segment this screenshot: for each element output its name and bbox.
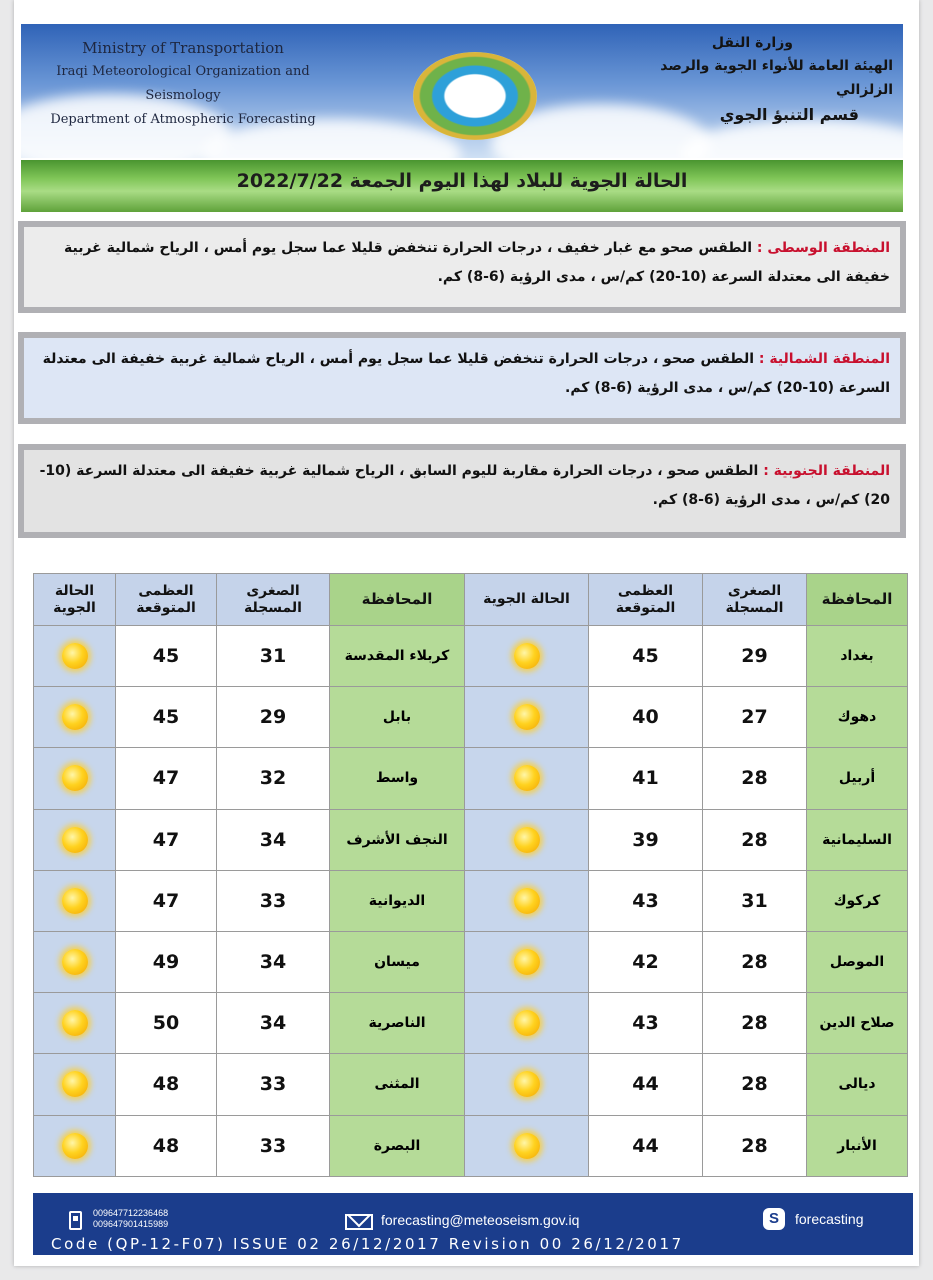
organization-name-ar: الهيئة العامة للأنواء الجوية والرصد الزلزالي	[660, 58, 893, 98]
header-min: الصغرى المسجلة	[703, 574, 807, 626]
phone-number: 009647901415989	[93, 1219, 169, 1229]
table-row	[34, 748, 908, 809]
province-cell: بغداد	[807, 626, 908, 687]
header-max: العظمى المتوقعة	[589, 574, 703, 626]
header-banner	[21, 24, 903, 158]
min-temp-cell: 28	[703, 1054, 807, 1115]
weather-cell	[465, 870, 589, 931]
email-address: forecasting@meteoseism.gov.iq	[381, 1212, 580, 1228]
max-temp-cell: 43	[589, 993, 703, 1054]
max-temp-cell: 45	[116, 626, 217, 687]
weather-cell	[34, 993, 116, 1054]
weather-cell	[465, 993, 589, 1054]
weather-cell	[34, 809, 116, 870]
max-temp-cell: 48	[116, 1054, 217, 1115]
province-cell: ميسان	[330, 931, 465, 992]
sun-icon	[62, 949, 88, 975]
sun-icon	[514, 704, 540, 730]
phone-numbers	[93, 1208, 168, 1230]
table-row	[34, 626, 908, 687]
min-temp-cell: 28	[703, 1115, 807, 1176]
weather-cell	[465, 931, 589, 992]
province-cell: بابل	[330, 687, 465, 748]
min-temp-cell: 34	[217, 809, 330, 870]
weather-cell	[34, 687, 116, 748]
min-temp-cell: 31	[703, 870, 807, 931]
table-row	[34, 809, 908, 870]
max-temp-cell: 44	[589, 1054, 703, 1115]
min-temp-cell: 28	[703, 809, 807, 870]
max-temp-cell: 44	[589, 1115, 703, 1176]
max-temp-cell: 42	[589, 931, 703, 992]
sun-icon	[514, 1133, 540, 1159]
province-cell: دهوك	[807, 687, 908, 748]
header-province: المحافظة	[330, 574, 465, 626]
skype-icon: S	[763, 1208, 785, 1230]
sun-icon	[62, 643, 88, 669]
region-south-text: الطقس صحو ، درجات الحرارة مقاربة لليوم السابق ، الرياح شمالية غربية خفيفة الى معتدلة السرعة (10-20) كم/س ، مدى الرؤية (6-8) كم.	[39, 463, 890, 508]
max-temp-cell: 47	[116, 870, 217, 931]
header-max: العظمى المتوقعة	[116, 574, 217, 626]
region-north-text: الطقس صحو ، درجات الحرارة تنخفض قليلا عما سجل يوم أمس ، الرياح شمالية غربية خفيفة الى معتدلة السرعة (10-20) كم/س ، مدى الرؤية (6-8) كم.	[42, 351, 890, 396]
sun-icon	[62, 1071, 88, 1097]
province-cell: ديالى	[807, 1054, 908, 1115]
header-arabic	[613, 32, 893, 128]
max-temp-cell: 47	[116, 748, 217, 809]
forecast-table	[33, 573, 908, 1177]
province-cell: الموصل	[807, 931, 908, 992]
max-temp-cell: 39	[589, 809, 703, 870]
region-central	[18, 221, 906, 313]
organization-logo	[413, 52, 537, 140]
sun-icon	[62, 827, 88, 853]
sun-icon	[514, 949, 540, 975]
header-province: المحافظة	[807, 574, 908, 626]
province-cell: كركوك	[807, 870, 908, 931]
bulletin-title: الحالة الجوية للبلاد لهذا اليوم الجمعة 2022/7/22	[236, 170, 688, 192]
table-row	[34, 993, 908, 1054]
min-temp-cell: 29	[217, 687, 330, 748]
min-temp-cell: 28	[703, 993, 807, 1054]
document-code: Code (QP-12-F07) ISSUE 02 26/12/2017 Revision 00 26/12/2017	[51, 1235, 684, 1253]
weather-cell	[465, 1115, 589, 1176]
province-cell: كربلاء المقدسة	[330, 626, 465, 687]
min-temp-cell: 28	[703, 748, 807, 809]
table-header-row	[34, 574, 908, 626]
table-row	[34, 687, 908, 748]
department-name-en: Department of Atmospheric Forecasting	[50, 112, 316, 127]
sun-icon	[514, 827, 540, 853]
max-temp-cell: 45	[116, 687, 217, 748]
province-cell: الديوانية	[330, 870, 465, 931]
header-weather: الحالة الجوية	[465, 574, 589, 626]
max-temp-cell: 49	[116, 931, 217, 992]
sun-icon	[514, 643, 540, 669]
province-cell: صلاح الدين	[807, 993, 908, 1054]
min-temp-cell: 33	[217, 1054, 330, 1115]
footer-bar	[33, 1193, 913, 1255]
min-temp-cell: 29	[703, 626, 807, 687]
weather-cell	[34, 1115, 116, 1176]
table-row	[34, 1054, 908, 1115]
max-temp-cell: 45	[589, 626, 703, 687]
phone-number: 009647712236468	[93, 1208, 169, 1218]
sun-icon	[62, 704, 88, 730]
max-temp-cell: 48	[116, 1115, 217, 1176]
region-central-name: المنطقة الوسطى :	[756, 240, 890, 256]
weather-cell	[34, 1054, 116, 1115]
sun-icon	[62, 1010, 88, 1036]
header-min: الصغرى المسجلة	[217, 574, 330, 626]
phone-icon	[69, 1211, 82, 1230]
province-cell: أربيل	[807, 748, 908, 809]
max-temp-cell: 43	[589, 870, 703, 931]
sun-icon	[514, 1010, 540, 1036]
weather-cell	[34, 931, 116, 992]
ministry-name-en: Ministry of Transportation	[82, 39, 284, 57]
organization-name-en: Iraqi Meteorological Organization and Seismology	[56, 64, 310, 103]
region-south-name: المنطقة الجنوبية :	[763, 463, 890, 479]
max-temp-cell: 50	[116, 993, 217, 1054]
weather-cell	[465, 809, 589, 870]
min-temp-cell: 32	[217, 748, 330, 809]
weather-cell	[465, 748, 589, 809]
max-temp-cell: 47	[116, 809, 217, 870]
min-temp-cell: 28	[703, 931, 807, 992]
weather-cell	[465, 687, 589, 748]
min-temp-cell: 34	[217, 931, 330, 992]
min-temp-cell: 33	[217, 870, 330, 931]
min-temp-cell: 27	[703, 687, 807, 748]
province-cell: الأنبار	[807, 1115, 908, 1176]
department-name-ar: قسم التنبؤ الجوي	[719, 105, 859, 124]
sun-icon	[514, 765, 540, 791]
weather-cell	[34, 626, 116, 687]
weather-cell	[465, 626, 589, 687]
province-cell: السليمانية	[807, 809, 908, 870]
region-central-text: الطقس صحو مع غبار خفيف ، درجات الحرارة تنخفض قليلا عما سجل يوم أمس ، الرياح شمالية غربية خفيفة الى معتدلة السرعة (10-20) كم/س ، مدى الرؤية (6-8) كم.	[64, 240, 890, 285]
header-weather: الحالة الجوية	[34, 574, 116, 626]
min-temp-cell: 33	[217, 1115, 330, 1176]
sun-icon	[62, 765, 88, 791]
province-cell: واسط	[330, 748, 465, 809]
min-temp-cell: 31	[217, 626, 330, 687]
max-temp-cell: 41	[589, 748, 703, 809]
table-row	[34, 931, 908, 992]
weather-cell	[465, 1054, 589, 1115]
region-south	[18, 444, 906, 538]
weather-cell	[34, 748, 116, 809]
province-cell: البصرة	[330, 1115, 465, 1176]
sun-icon	[514, 1071, 540, 1097]
region-north	[18, 332, 906, 424]
min-temp-cell: 34	[217, 993, 330, 1054]
title-bar	[21, 160, 903, 212]
province-cell: النجف الأشرف	[330, 809, 465, 870]
table-row	[34, 870, 908, 931]
mail-icon	[345, 1214, 373, 1230]
header-english	[33, 36, 333, 132]
table-row	[34, 1115, 908, 1176]
sun-icon	[62, 888, 88, 914]
ministry-name-ar: وزارة النقل	[711, 35, 793, 51]
province-cell: المثنى	[330, 1054, 465, 1115]
skype-name: forecasting	[795, 1211, 864, 1227]
province-cell: الناصرية	[330, 993, 465, 1054]
sun-icon	[514, 888, 540, 914]
weather-cell	[34, 870, 116, 931]
max-temp-cell: 40	[589, 687, 703, 748]
sun-icon	[62, 1133, 88, 1159]
region-north-name: المنطقة الشمالية :	[758, 351, 890, 367]
